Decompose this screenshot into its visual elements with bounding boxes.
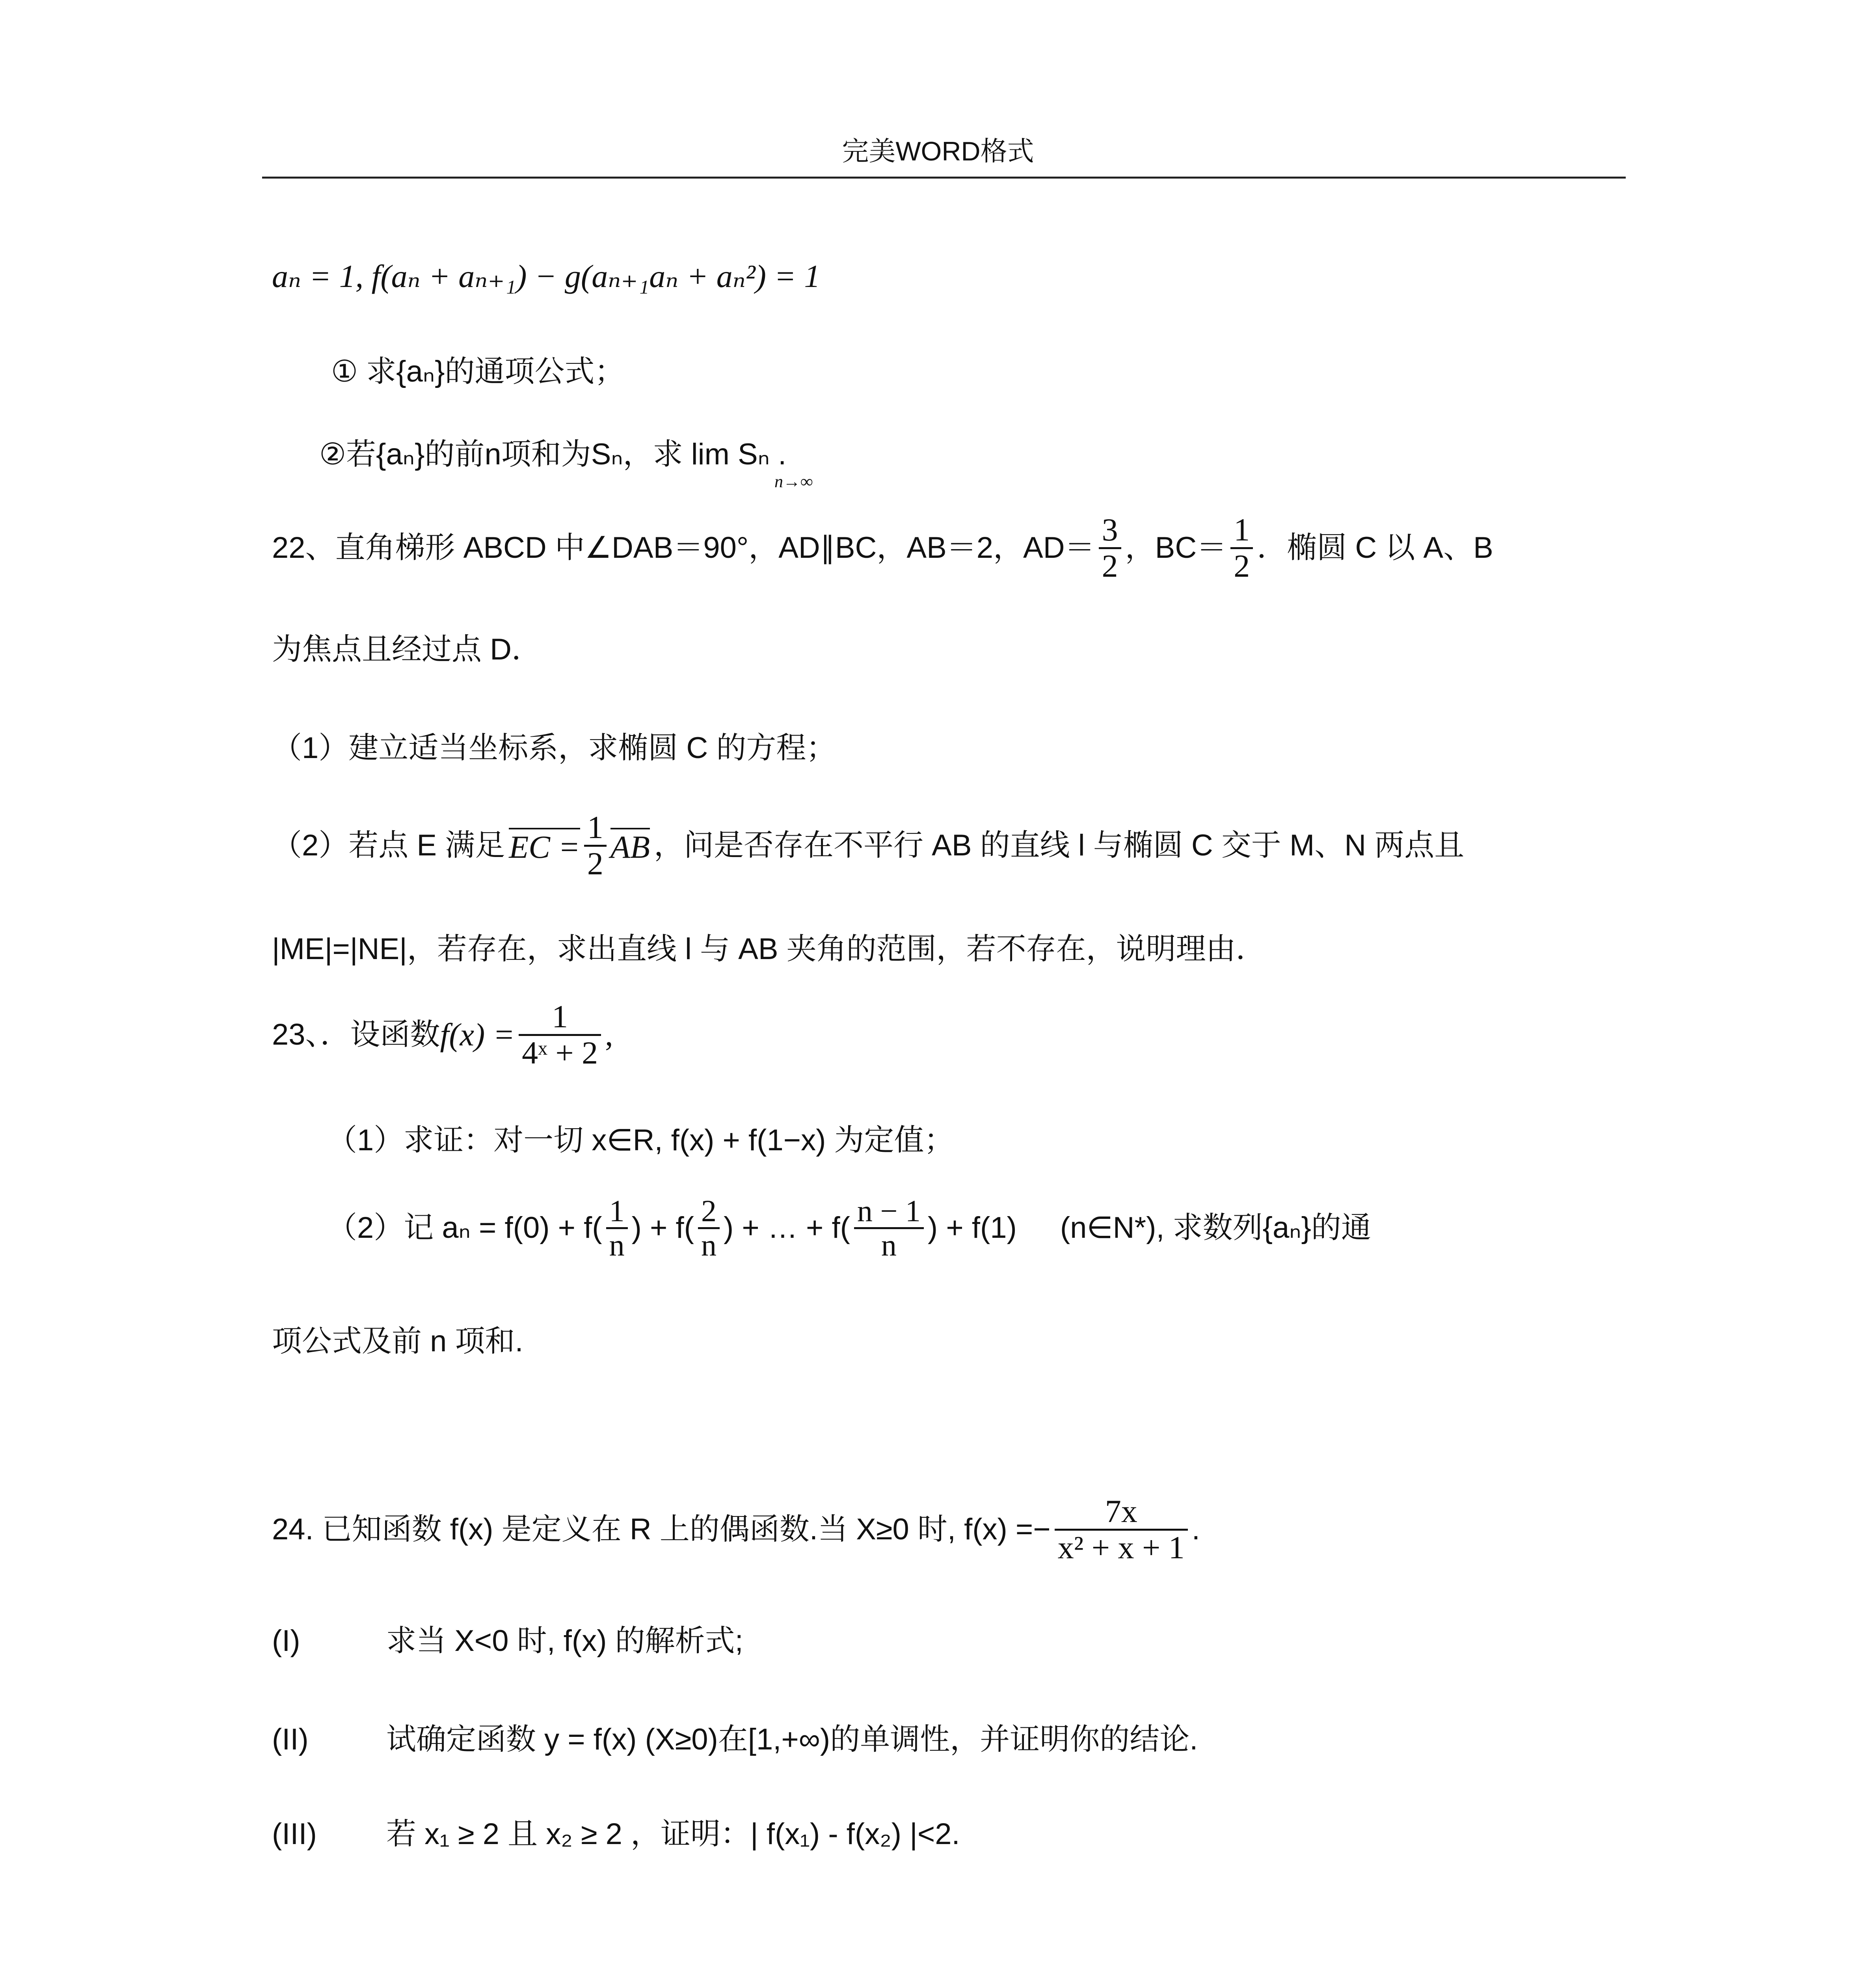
q23-fraction — [519, 1000, 601, 1069]
page-header: 完美WORD格式 — [842, 136, 1034, 166]
q23-function: f(x) = — [440, 1017, 515, 1053]
q24-part-2-label: (II) — [272, 1723, 309, 1756]
q22-bc-fraction — [1230, 513, 1253, 583]
q22-text-b: ，BC＝ — [1125, 531, 1227, 564]
q22-part-1: （1）建立适当坐标系，求椭圆 C 的方程； — [272, 731, 836, 765]
q21-limit-subscript: n→∞ — [774, 472, 813, 491]
q24-numerator: 7x — [1055, 1494, 1188, 1530]
q22-bc-denominator: 2 — [1234, 548, 1250, 584]
q22-bc-numerator: 1 — [1230, 513, 1253, 549]
q23-numerator: 1 — [519, 1000, 601, 1036]
q23-fraction-3-numerator: n − 1 — [854, 1195, 924, 1229]
q23-fraction-1-numerator: 1 — [606, 1195, 628, 1229]
q21-condition: aₙ = 1, f(aₙ + aₙ₊₁) − g(aₙ₊₁aₙ + aₙ²) = 1 — [272, 258, 821, 294]
q24-part-2: 试确定函数 y = f(x) (X≥0)在[1,+∞)的单调性，并证明你的结论. — [386, 1723, 1198, 1756]
q22-part2-text-b: ，问是否存在不平行 AB 的直线 l 与椭圆 C 交于 M、N 两点且 — [654, 829, 1465, 862]
q22-ad-numerator: 3 — [1099, 513, 1121, 549]
q22-part-2-continued: |ME|=|NE|，若存在，求出直线 l 与 AB 夹角的范围，若不存在，说明理由． — [272, 932, 1266, 966]
q24-denominator: x² + x + 1 — [1057, 1529, 1185, 1565]
header-divider — [262, 177, 1626, 179]
q23-part2-text-a: （2）记 aₙ = f(0) + f( — [327, 1211, 602, 1244]
q24-part-1: 求当 X<0 时, f(x) 的解析式; — [386, 1624, 743, 1658]
q23-text-a: 23、．设函数 — [272, 1018, 440, 1051]
q23-part-2-continued: 项公式及前 n 项和. — [272, 1325, 523, 1358]
q23-fraction-3 — [854, 1195, 924, 1261]
q23-part2-mid-1: ) + f( — [631, 1211, 694, 1244]
q23-fraction-1 — [606, 1195, 628, 1261]
q23-part2-mid-2: ) + … + f( — [723, 1211, 850, 1244]
q22-vector-ab: AB — [610, 828, 650, 863]
q23-statement — [272, 997, 613, 1072]
q23-fraction-1-denominator: n — [609, 1228, 625, 1262]
q23-part-2 — [327, 1187, 1371, 1269]
q23-part2-mid-3: ) + f(1) — [927, 1211, 1017, 1244]
q23-fraction-2-numerator: 2 — [698, 1195, 720, 1229]
q23-part-1: （1）求证：对一切 x∈R, f(x) + f(1−x) 为定值； — [327, 1123, 954, 1157]
q22-part2-denominator: 2 — [587, 845, 603, 881]
q21-subquestion-1: ① 求{aₙ}的通项公式； — [331, 355, 625, 388]
q22-text-a: 22、直角梯形 ABCD 中∠DAB＝90°，AD∥BC，AB＝2，AD＝ — [272, 531, 1095, 564]
q23-denominator: 4ˣ + 2 — [522, 1034, 598, 1071]
q21-subquestion-2: ②若{aₙ}的前n项和为Sₙ，求 lim Sₙ . — [319, 438, 787, 471]
q22-ad-denominator: 2 — [1102, 548, 1118, 584]
q24-text-a: 24. 已知函数 f(x) 是定义在 R 上的偶函数.当 X≥0 时, f(x) =− — [272, 1513, 1051, 1546]
q22-part2-text-a: （2）若点 E 满足 — [272, 829, 505, 862]
q22-part-2 — [272, 804, 1464, 887]
q23-part2-text-b: (n∈N*), 求数列{aₙ}的通 — [1060, 1211, 1371, 1244]
q22-statement — [272, 507, 1493, 589]
q24-part-3: 若 x₁ ≥ 2 且 x₂ ≥ 2 ，证明：| f(x₁) - f(x₂) |<2. — [386, 1817, 960, 1851]
q22-part2-numerator: 1 — [584, 810, 607, 846]
q23-fraction-3-denominator: n — [881, 1228, 897, 1262]
q24-statement — [272, 1490, 1200, 1569]
q24-part-3-label: (III) — [272, 1817, 317, 1851]
q22-ad-fraction — [1099, 513, 1121, 583]
q22-vector-ec: EC = — [509, 828, 580, 863]
q24-part-1-label: (I) — [272, 1624, 300, 1658]
q24-period: . — [1191, 1513, 1200, 1546]
q24-fraction — [1055, 1494, 1188, 1564]
q22-part2-fraction — [584, 810, 607, 880]
q23-fraction-2-denominator: n — [701, 1228, 717, 1262]
q23-comma: , — [605, 1017, 613, 1053]
q22-statement-end: 为焦点且经过点 D． — [272, 633, 542, 666]
q22-text-c: ．椭圆 C 以 A、B — [1257, 531, 1493, 564]
q23-fraction-2 — [698, 1195, 720, 1261]
